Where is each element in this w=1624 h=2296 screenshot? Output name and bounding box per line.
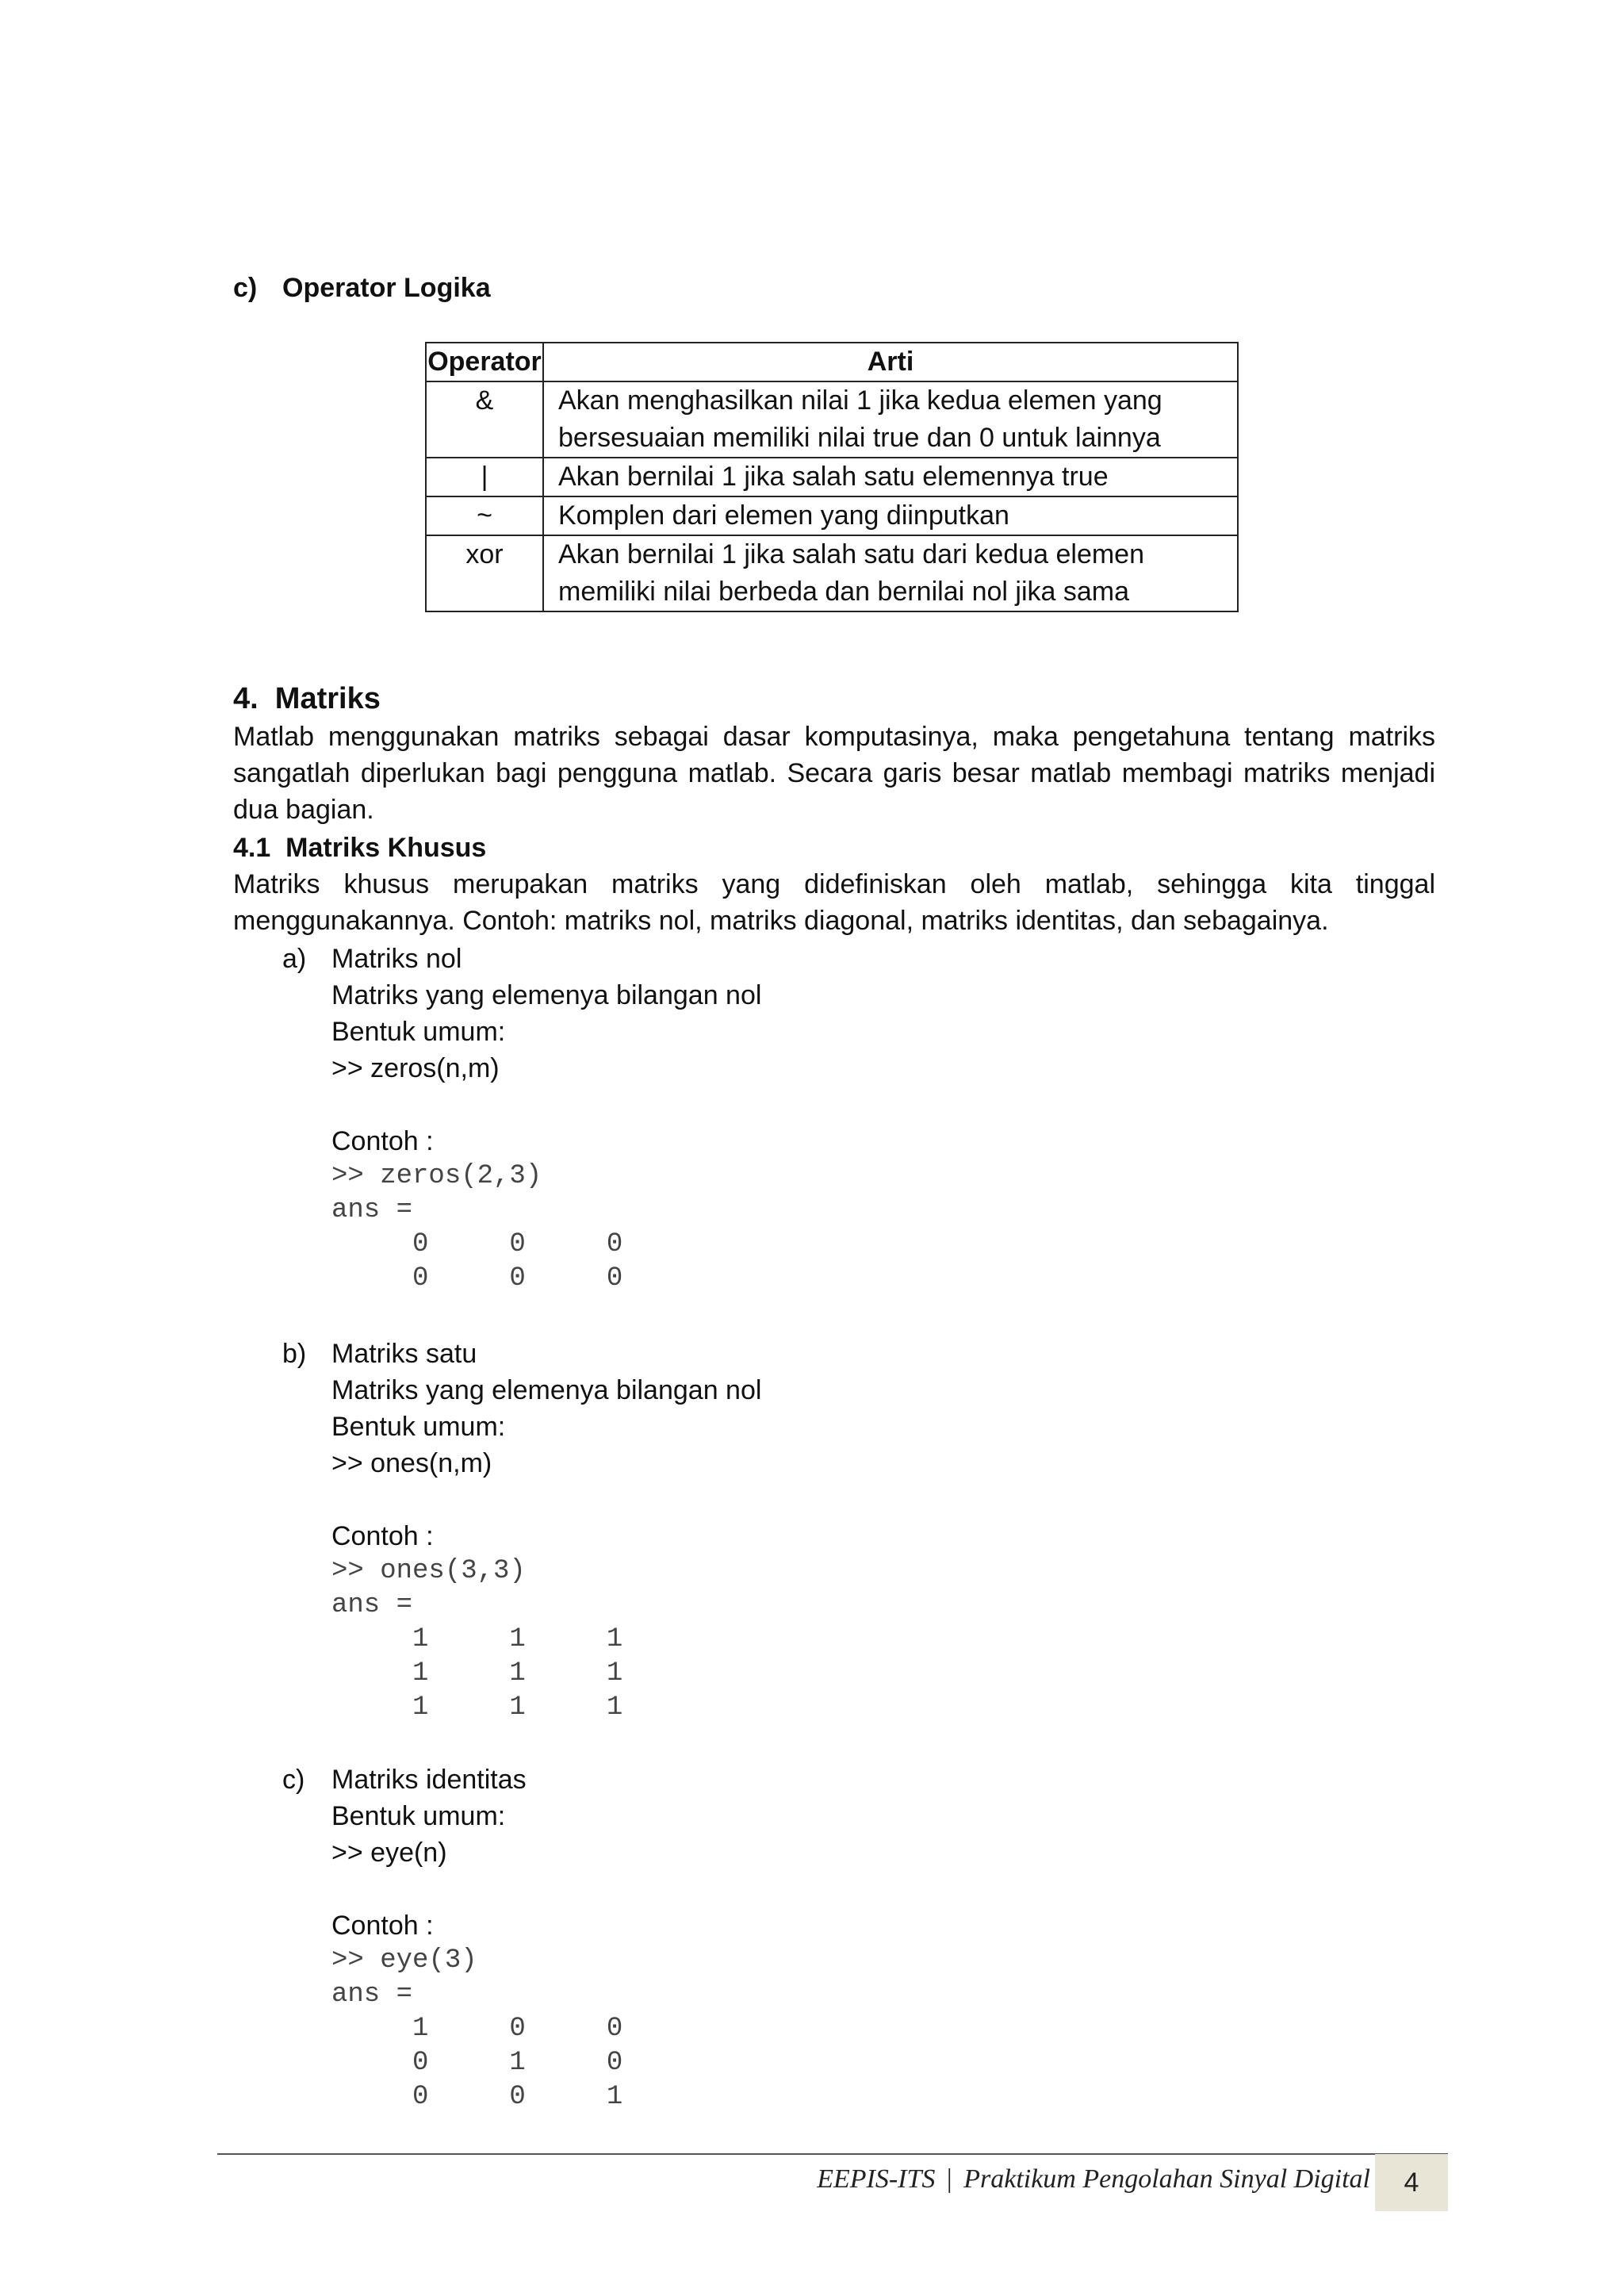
item-b-example-label: Contoh : bbox=[331, 1521, 434, 1551]
item-b-form: >> ones(n,m) bbox=[331, 1448, 492, 1478]
section-4-heading: 4. Matriks bbox=[233, 682, 381, 715]
matrix-row: 0 0 0 bbox=[331, 1263, 623, 1294]
operator-and: & bbox=[426, 381, 543, 458]
matrix-row: 1 1 1 bbox=[331, 1658, 623, 1688]
item-a-ans: ans = bbox=[331, 1195, 413, 1225]
meaning-cell bbox=[543, 496, 1238, 535]
item-b bbox=[331, 1336, 761, 1725]
table-row bbox=[426, 496, 1238, 535]
footer-institution: EEPIS-ITS bbox=[817, 2164, 936, 2194]
footer-text bbox=[817, 2160, 1370, 2198]
item-b-ans: ans = bbox=[331, 1590, 413, 1620]
meaning-line: Akan bernilai 1 jika salah satu elemennya true bbox=[558, 462, 1109, 492]
table-row bbox=[426, 381, 1238, 458]
item-c-label: c) bbox=[282, 1765, 305, 1795]
meaning-line: bersesuaian memiliki nilai true dan 0 untuk lainnya bbox=[558, 423, 1161, 453]
matrix-row: 0 0 1 bbox=[331, 2082, 623, 2112]
section-4-intro: Matlab menggunakan matriks sebagai dasar komputasinya, maka pengetahuna tentang matriks sangatlah diperlukan bagi pengguna matlab. Secara garis besar matlab membagi matriks menjadi dua bagian. bbox=[233, 722, 1435, 825]
meaning-line: memiliki nilai berbeda dan bernilai nol jika sama bbox=[558, 577, 1130, 607]
item-c-ans: ans = bbox=[331, 1980, 413, 2010]
meaning-cell bbox=[543, 381, 1238, 458]
section-4-1-intro: Matriks khusus merupakan matriks yang didefiniskan oleh matlab, sehingga kita tinggal menggunakannya. Contoh: matriks nol, matriks diagonal, matriks identitas, dan sebagainya. bbox=[233, 869, 1435, 936]
item-a-cmd: >> zeros(2,3) bbox=[331, 1161, 542, 1191]
footer-divider bbox=[217, 2153, 1448, 2155]
operator-or: | bbox=[426, 458, 543, 496]
operator-table bbox=[425, 342, 1239, 612]
item-a bbox=[331, 941, 761, 1296]
matrix-row: 1 1 1 bbox=[331, 1692, 623, 1723]
matrix-row: 1 0 0 bbox=[331, 2014, 623, 2044]
item-a-example-label: Contoh : bbox=[331, 1126, 434, 1156]
table-row bbox=[426, 458, 1238, 496]
item-b-form-label: Bentuk umum: bbox=[331, 1412, 506, 1442]
matrix-row: 1 1 1 bbox=[331, 1624, 623, 1654]
item-b-cmd: >> ones(3,3) bbox=[331, 1556, 526, 1586]
meaning-line: Akan menghasilkan nilai 1 jika kedua elemen yang bbox=[558, 385, 1162, 416]
item-c-form: >> eye(n) bbox=[331, 1838, 447, 1868]
meaning-cell bbox=[543, 458, 1238, 496]
matrix-row: 0 0 0 bbox=[331, 1229, 623, 1259]
table-header-row bbox=[426, 343, 1238, 381]
section-c-title: Operator Logika bbox=[282, 273, 491, 303]
item-c-example-label: Contoh : bbox=[331, 1911, 434, 1941]
meaning-cell bbox=[543, 535, 1238, 611]
operator-xor: xor bbox=[426, 535, 543, 611]
item-c-cmd: >> eye(3) bbox=[331, 1945, 477, 1976]
item-c-title: Matriks identitas bbox=[331, 1765, 527, 1795]
meaning-line: Akan bernilai 1 jika salah satu dari kedua elemen bbox=[558, 539, 1145, 569]
section-4-1-heading: 4.1 Matriks Khusus bbox=[233, 833, 487, 863]
header-arti: Arti bbox=[543, 343, 1238, 381]
header-operator: Operator bbox=[426, 343, 543, 381]
matrix-row: 0 1 0 bbox=[331, 2048, 623, 2078]
item-b-desc: Matriks yang elemenya bilangan nol bbox=[331, 1375, 762, 1405]
item-a-label: a) bbox=[282, 944, 307, 974]
page-number: 4 bbox=[1375, 2154, 1448, 2211]
item-b-label: b) bbox=[282, 1339, 307, 1369]
item-c bbox=[331, 1761, 622, 2114]
item-b-title: Matriks satu bbox=[331, 1339, 477, 1369]
item-a-desc: Matriks yang elemenya bilangan nol bbox=[331, 980, 762, 1010]
meaning-line: Komplen dari elemen yang diinputkan bbox=[558, 500, 1009, 531]
item-a-title: Matriks nol bbox=[331, 944, 462, 974]
operator-not: ~ bbox=[426, 496, 543, 535]
footer-bar: | bbox=[946, 2164, 952, 2194]
table-row bbox=[426, 535, 1238, 611]
section-c-label: c) bbox=[233, 273, 258, 303]
item-a-form: >> zeros(n,m) bbox=[331, 1053, 500, 1083]
item-c-form-label: Bentuk umum: bbox=[331, 1801, 506, 1831]
footer-course: Praktikum Pengolahan Sinyal Digital bbox=[963, 2164, 1370, 2194]
item-a-form-label: Bentuk umum: bbox=[331, 1017, 506, 1047]
